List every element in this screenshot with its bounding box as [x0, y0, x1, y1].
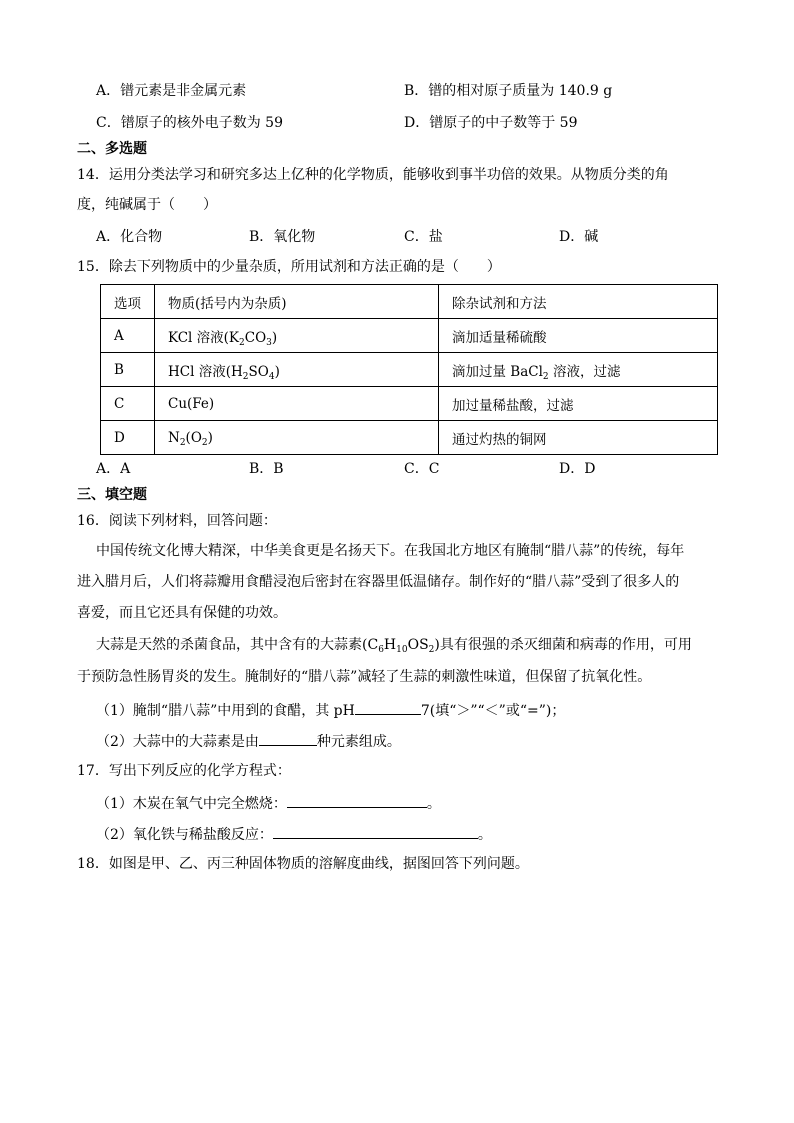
- table-cell-substance: KCl 溶液$(K_2CO_3)$: [155, 319, 439, 353]
- q15-option-a: A．A: [96, 461, 131, 477]
- table-header-cell: 物质(括号内为杂质): [155, 285, 439, 319]
- q17-subquestion-1: （1）木炭在氧气中完全燃烧： 。: [96, 792, 441, 814]
- q16-subquestion-1: （1）腌制“腊八蒜”中用到的食醋，其 pH 7(填“＞”“＜”或“=”)；: [96, 699, 565, 721]
- section-heading-multiple-choice: 二、多选题: [77, 141, 147, 157]
- table-cell-substance: $N_2(O_2)$: [155, 421, 439, 455]
- table-cell-method: 滴加适量稀硫酸: [439, 319, 718, 353]
- table-header-row: [101, 285, 718, 319]
- answer-blank[interactable]: [259, 730, 317, 746]
- answer-blank[interactable]: [355, 699, 421, 715]
- answer-blank[interactable]: [287, 792, 427, 808]
- q16-subquestion-2: （2）大蒜中的大蒜素是由 种元素组成。: [96, 730, 401, 752]
- q14-option-b: B．氧化物: [249, 229, 316, 245]
- q18-stem: 18．如图是甲、乙、丙三种固体物质的溶解度曲线，据图回答下列问题。: [77, 856, 529, 872]
- q16-passage-p2-line2: 于预防急性肠胃炎的发生。腌制好的“腊八蒜”减轻了生蒜的刺激性味道，但保留了抗氧化性。: [77, 669, 652, 685]
- q15-stem: 15．除去下列物质中的少量杂质，所用试剂和方法正确的是（ ）: [77, 259, 501, 275]
- q15-option-c: C．C: [404, 461, 440, 477]
- q13-option-c: C．镨原子的核外电子数为 59: [96, 115, 283, 131]
- q13-option-d: D．镨原子的中子数等于 59: [404, 115, 578, 131]
- table-row: [101, 421, 718, 455]
- table-row: [101, 319, 718, 353]
- table-cell-method: 通过灼热的铜网: [439, 421, 718, 455]
- q17-stem: 17．写出下列反应的化学方程式：: [77, 763, 291, 779]
- table-cell-method: 滴加过量 BaCl$_2$ 溶液，过滤: [439, 353, 718, 387]
- q14-option-d: D．碱: [559, 229, 599, 245]
- table-cell-substance: Cu(Fe): [155, 387, 439, 421]
- q14-stem-line1: 14．运用分类法学习和研究多达上亿种的化学物质，能够收到事半功倍的效果。从物质分类的角: [77, 167, 669, 183]
- q16-passage-p1-line2: 进入腊月后，人们将蒜瓣用食醋浸泡后密封在容器里低温储存。制作好的“腊八蒜”受到了很多人的: [77, 574, 680, 590]
- section-heading-fill-in: 三、填空题: [77, 487, 147, 503]
- table-row: [101, 387, 718, 421]
- table-cell-option: B: [101, 353, 155, 387]
- q16-passage-p1-line3: 喜爱，而且它还具有保健的功效。: [77, 605, 287, 621]
- q17-subquestion-2: （2）氧化铁与稀盐酸反应： 。: [96, 823, 492, 845]
- q16-passage-p2-line1: 大蒜是天然的杀菌食品，其中含有的大蒜素$(C_6H_{10}OS_2)$具有很强的杀灭细菌和病毒的作用，可用: [96, 637, 692, 655]
- q14-option-c: C．盐: [404, 229, 443, 245]
- table-cell-option: D: [101, 421, 155, 455]
- answer-blank[interactable]: [273, 823, 478, 839]
- table-cell-option: C: [101, 387, 155, 421]
- table-cell-substance: HCl 溶液$(H_2SO_4)$: [155, 353, 439, 387]
- table-header-cell: 选项: [101, 285, 155, 319]
- q15-table: [100, 284, 718, 455]
- q13-option-b: B．镨的相对原子质量为 140.9 g: [404, 83, 613, 99]
- table-row: [101, 353, 718, 387]
- q14-option-a: A．化合物: [96, 229, 163, 245]
- table-header-cell: 除杂试剂和方法: [439, 285, 718, 319]
- table-cell-method: 加过量稀盐酸，过滤: [439, 387, 718, 421]
- q16-stem: 16．阅读下列材料，回答问题：: [77, 513, 277, 529]
- q15-option-b: B．B: [249, 461, 284, 477]
- q13-option-a: A．镨元素是非金属元素: [96, 83, 247, 99]
- q16-passage-p1-line1: 中国传统文化博大精深，中华美食更是名扬天下。在我国北方地区有腌制“腊八蒜”的传统，每年: [96, 543, 685, 559]
- q14-stem-line2: 度，纯碱属于（ ）: [77, 197, 217, 213]
- q15-option-d: D．D: [559, 461, 596, 477]
- table-cell-option: A: [101, 319, 155, 353]
